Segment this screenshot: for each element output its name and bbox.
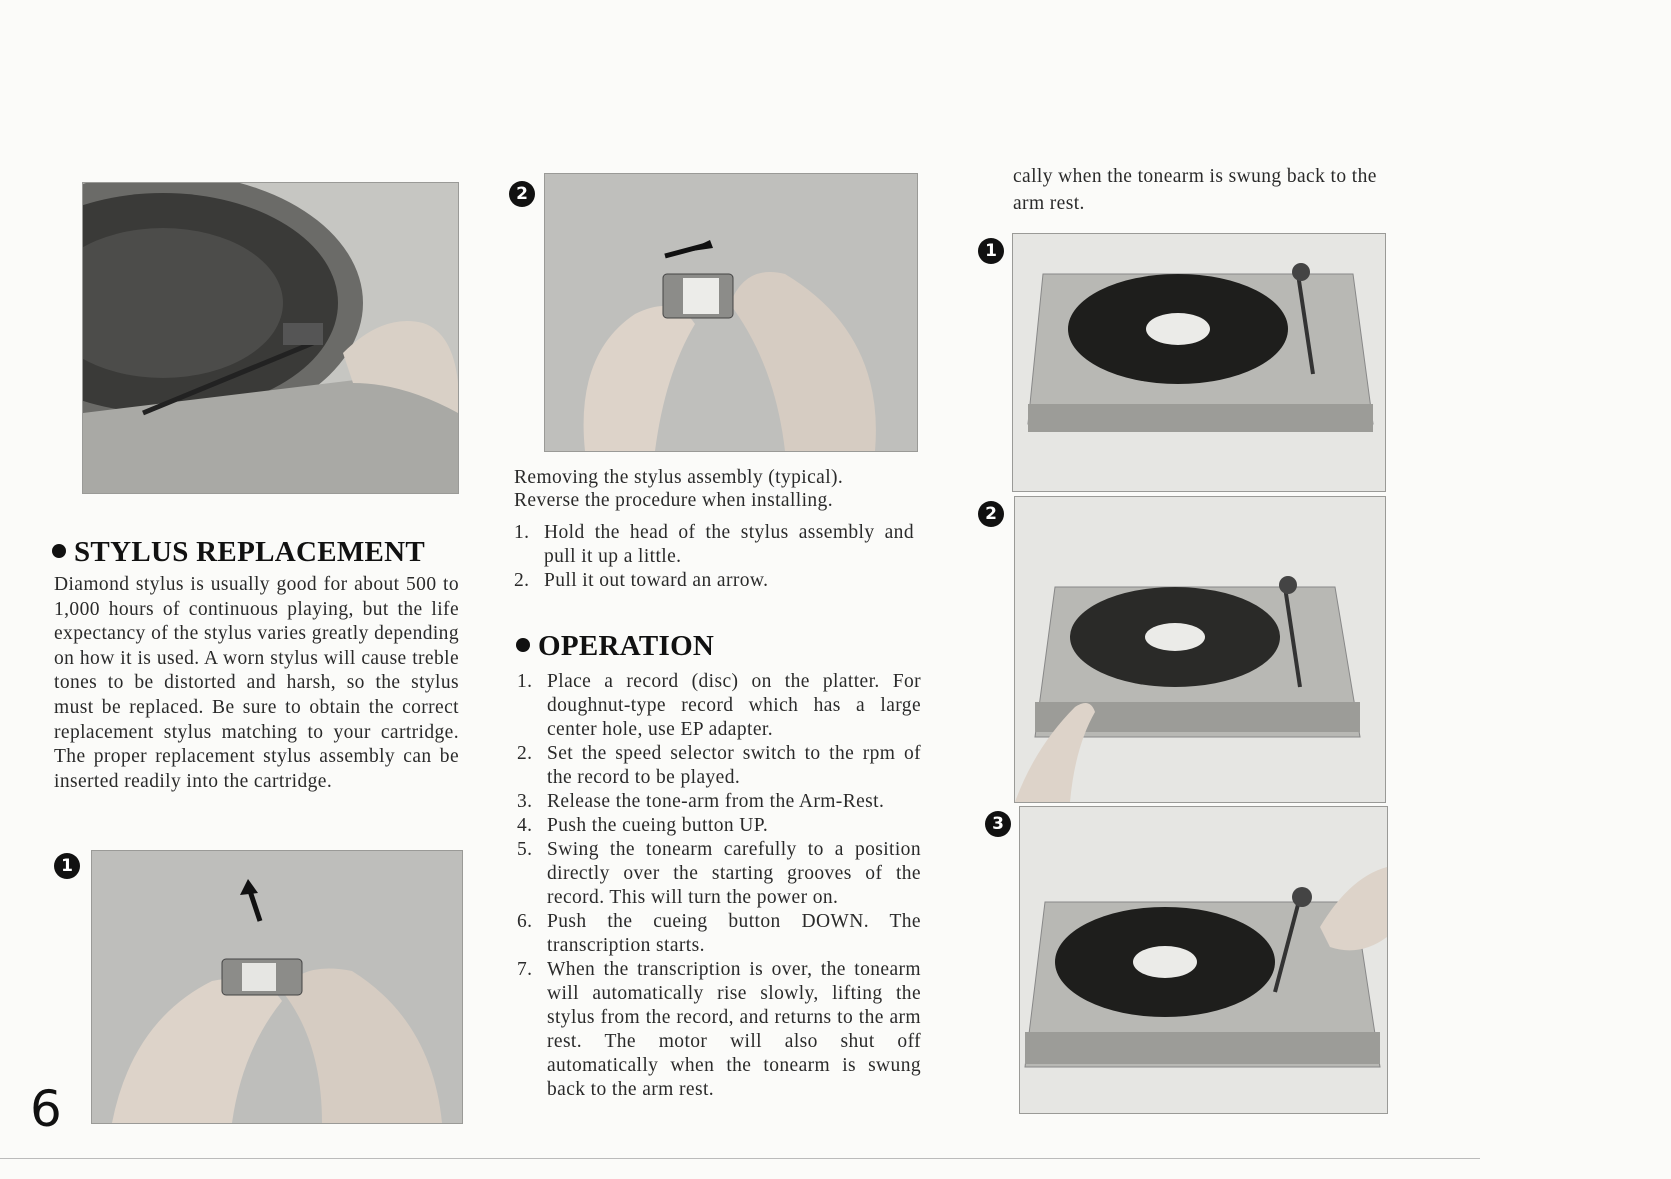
operation-heading: OPERATION xyxy=(516,630,714,663)
stylus-caption-line1: Removing the stylus assembly (typical). xyxy=(514,467,844,488)
figure-number-badge: 3 xyxy=(985,811,1011,837)
operation-continued-text: cally when the tonearm is swung back to the arm rest. xyxy=(1013,166,1377,214)
operation-steps-list xyxy=(517,670,921,1102)
stylus-pull-up-photo xyxy=(91,850,463,1124)
stylus-removal-photo xyxy=(544,173,918,452)
list-item: 2. Set the speed selector switch to the rpm of the record to be played. xyxy=(517,743,921,788)
list-item: 6. Push the cueing button DOWN. The transcription starts. xyxy=(517,911,921,956)
stylus-replacement-body: Diamond stylus is usually good for about 500 to 1,000 hours of continuous playing, but the life expectancy of the stylus varies greatly depending on how it is used. A worn stylus will cause treble tones to be distorted and harsh, so the stylus must be replaced. Be sure to obtain the correct replacement stylus matching to your cartridge. The proper replacement stylus assembly can be inserted readily into the cartridge. xyxy=(54,574,459,792)
figure-number-badge: 2 xyxy=(509,181,535,207)
bullet-icon xyxy=(516,638,530,652)
list-item: 4. Push the cueing button UP. xyxy=(517,815,769,836)
figure-number-badge: 1 xyxy=(54,853,80,879)
figure-number-badge: 1 xyxy=(978,238,1004,264)
list-item: 1. Hold the head of the stylus assembly and pull it up a little. xyxy=(514,522,914,567)
list-item: 2. Pull it out toward an arrow. xyxy=(514,570,769,591)
bottom-rule xyxy=(0,1158,1480,1159)
turntable-tonearm-photo xyxy=(1019,806,1388,1114)
stylus-steps-list xyxy=(514,521,914,593)
bullet-icon xyxy=(52,544,66,558)
turntable-speed-photo xyxy=(1014,496,1386,803)
list-item: 1. Place a record (disc) on the platter. For doughnut-type record which has a large center hole, use EP adapter. xyxy=(517,671,921,740)
page-number: 6 xyxy=(30,1080,62,1138)
turntable-record-photo xyxy=(1012,233,1386,492)
turntable-hand-photo xyxy=(82,182,459,494)
figure-number-badge: 2 xyxy=(978,501,1004,527)
stylus-replacement-heading: STYLUS REPLACEMENT xyxy=(52,536,425,569)
list-item: 5. Swing the tonearm carefully to a position directly over the starting grooves of the record. This will turn the power on. xyxy=(517,839,921,908)
stylus-caption-line2: Reverse the procedure when installing. xyxy=(514,490,833,511)
list-item: 7. When the transcription is over, the tonearm will automatically rise slowly, lifting the stylus from the record, and returns to the arm rest. The motor will also shut off automatically when the tonearm is swung back to the arm rest. xyxy=(517,959,921,1100)
list-item: 3. Release the tone-arm from the Arm-Rest. xyxy=(517,791,885,812)
